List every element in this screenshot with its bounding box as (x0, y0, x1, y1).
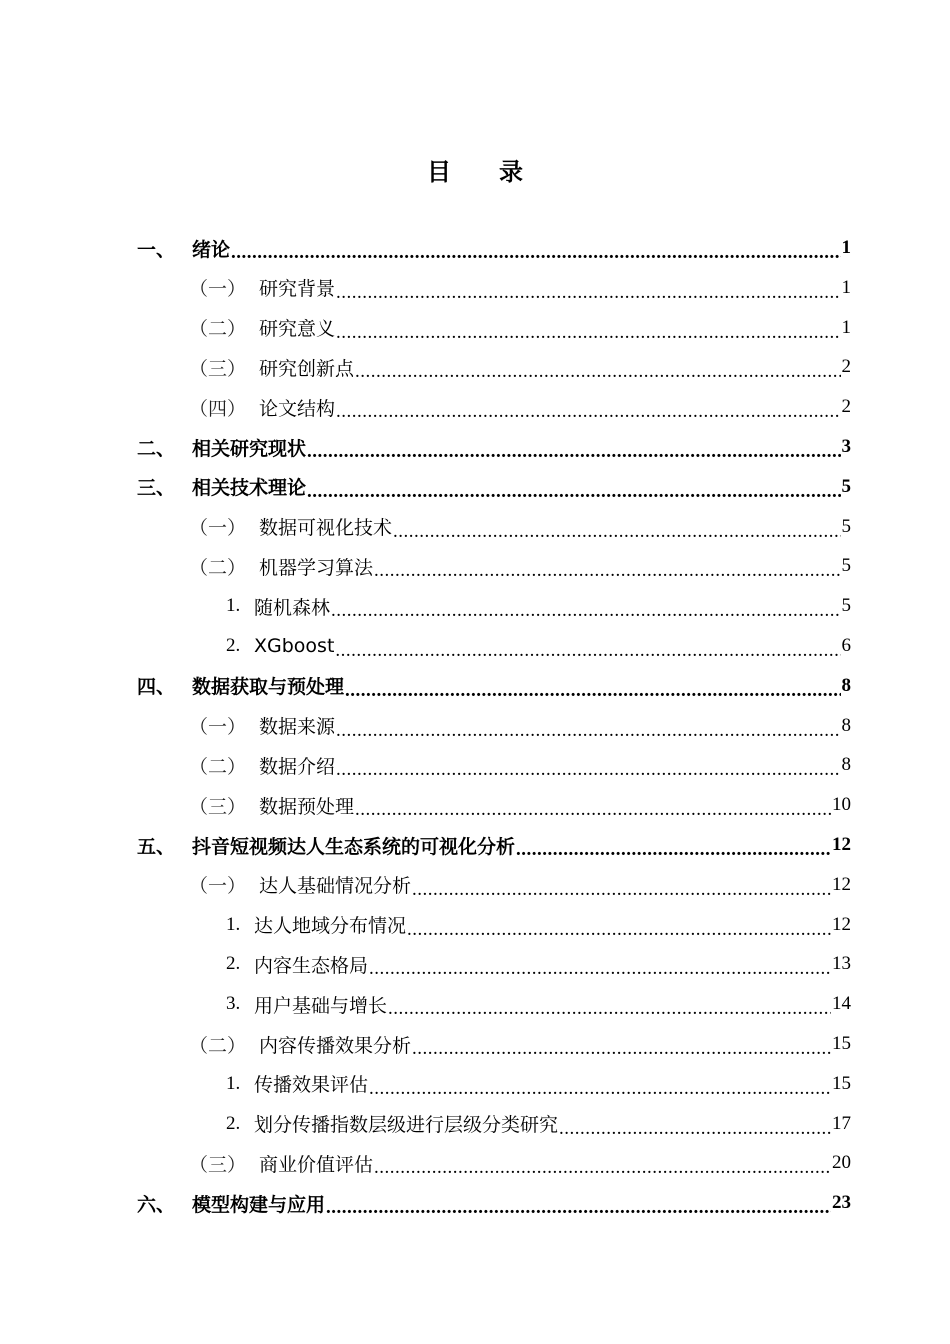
dot-leader (374, 1153, 831, 1183)
toc-entry-title: 抖音短视频达人生态系统的可视化分析 (192, 835, 516, 858)
toc-entry-number: 二、 (137, 437, 176, 460)
dot-leader (307, 437, 840, 467)
toc-entry-page-number: 5 (841, 555, 851, 577)
toc-entry-number: （三） (189, 795, 247, 818)
toc-entry-level-2[interactable] (189, 706, 851, 746)
toc-entry-page-number: 2 (841, 356, 851, 378)
toc-entry-page-number: 5 (841, 475, 851, 497)
toc-entry-title: 研究意义 (259, 318, 336, 341)
toc-entry-page-number: 1 (841, 237, 851, 258)
toc-entry-page-number: 8 (841, 754, 851, 776)
toc-entry-title: 相关研究现状 (192, 437, 307, 460)
toc-entry-level-2[interactable] (189, 745, 851, 785)
toc-entry-page-number: 8 (841, 674, 851, 696)
toc-entry-title: 传播效果评估 (254, 1074, 369, 1097)
toc-entry-number: 2. (226, 953, 241, 975)
toc-entry-title: 达人基础情况分析 (259, 875, 412, 898)
toc-entry-level-1[interactable] (137, 666, 851, 706)
toc-entry-number: 1. (226, 1072, 241, 1094)
dot-leader (331, 596, 840, 626)
dot-leader (336, 755, 840, 785)
toc-entry-title: 相关技术理论 (192, 477, 307, 500)
toc-entry-level-1[interactable] (137, 228, 851, 268)
dot-leader (326, 1193, 831, 1223)
dot-leader (559, 1114, 831, 1144)
toc-entry-page-number: 12 (832, 834, 851, 855)
toc-entry-level-2[interactable] (189, 1143, 851, 1183)
dot-leader (336, 716, 840, 746)
dot-leader (393, 517, 840, 547)
toc-entry-page-number: 1 (841, 276, 851, 298)
toc-entry-page-number: 5 (841, 515, 851, 537)
toc-entry-page-number: 2 (841, 396, 851, 418)
toc-entry-number: 2. (226, 1112, 241, 1134)
toc-entry-title: 机器学习算法 (259, 556, 374, 579)
toc-entry-number: 四、 (137, 676, 176, 699)
toc-entry-level-3[interactable] (226, 626, 851, 666)
toc-entry-level-2[interactable] (189, 546, 851, 586)
dot-leader (407, 915, 831, 945)
toc-entry-page-number: 14 (832, 993, 851, 1015)
toc-entry-number: （四） (189, 397, 247, 420)
toc-entry-page-number: 12 (832, 873, 851, 895)
toc-entry-page-number: 1 (841, 316, 851, 338)
dot-leader (307, 477, 840, 507)
toc-entry-title: XGboost (254, 635, 335, 657)
toc-entry-title: 内容生态格局 (254, 954, 369, 977)
dot-leader (388, 994, 831, 1024)
toc-entry-page-number: 8 (841, 714, 851, 736)
dot-leader (369, 1074, 831, 1104)
toc-entry-page-number: 15 (832, 1072, 851, 1094)
dot-leader (516, 835, 831, 865)
dot-leader (374, 556, 840, 586)
toc-entry-level-3[interactable] (226, 984, 851, 1024)
toc-entry-number: 1. (226, 595, 241, 617)
toc-entry-number: （一） (189, 875, 247, 898)
toc-entry-page-number: 10 (832, 794, 851, 816)
toc-entry-level-2[interactable] (189, 1024, 851, 1064)
toc-entry-level-2[interactable] (189, 268, 851, 308)
dot-leader (412, 875, 831, 905)
toc-entry-title: 达人地域分布情况 (254, 915, 407, 938)
toc-entry-number: 2. (226, 635, 241, 656)
dot-leader (336, 318, 840, 348)
toc-entry-title: 研究创新点 (259, 357, 355, 380)
dot-leader (336, 278, 840, 308)
toc-title: 目录 (427, 158, 571, 186)
toc-entry-page-number: 15 (832, 1033, 851, 1054)
toc-entry-title: 商业价值评估 (259, 1153, 374, 1176)
toc-entry-number: （一） (189, 716, 247, 739)
toc-entry-page-number: 13 (832, 953, 851, 975)
toc-entry-number: （一） (189, 517, 247, 540)
toc-entry-title: 划分传播指数层级进行层级分类研究 (254, 1114, 559, 1137)
dot-leader (345, 676, 840, 706)
toc-entry-page-number: 17 (832, 1112, 851, 1134)
toc-entry-level-2[interactable] (189, 785, 851, 825)
toc-entry-number: （三） (189, 357, 247, 380)
toc-entry-page-number: 5 (841, 595, 851, 617)
toc-entry-level-1[interactable] (137, 1183, 851, 1223)
toc-entry-page-number: 12 (832, 913, 851, 935)
dot-leader (412, 1034, 831, 1064)
toc-entry-number: （二） (189, 556, 247, 579)
dot-leader (231, 238, 840, 268)
toc-entry-title: 模型构建与应用 (192, 1193, 326, 1216)
toc-entry-title: 数据可视化技术 (259, 517, 393, 540)
toc-entry-page-number: 23 (832, 1192, 851, 1214)
toc-entry-level-3[interactable] (226, 1064, 851, 1104)
toc-entry-number: 一、 (137, 238, 176, 261)
toc-entry-number: （三） (189, 1153, 247, 1176)
toc-entry-title: 绪论 (192, 238, 231, 261)
toc-entry-number: （二） (189, 318, 247, 341)
toc-entry-level-3[interactable] (226, 586, 851, 626)
toc-entry-title: 数据获取与预处理 (192, 676, 345, 699)
toc-entry-number: 五、 (137, 835, 176, 858)
toc-entry-number: （一） (189, 278, 247, 301)
toc-entry-number: 六、 (137, 1193, 176, 1216)
toc-entry-level-3[interactable] (226, 1104, 851, 1144)
toc-entry-level-2[interactable] (189, 387, 851, 427)
toc-entry-title: 论文结构 (259, 397, 336, 420)
toc-entry-title: 研究背景 (259, 278, 336, 301)
toc-entry-number: 3. (226, 993, 241, 1015)
toc-entry-title: 用户基础与增长 (254, 994, 388, 1017)
dot-leader (335, 636, 840, 666)
toc-entry-number: （二） (189, 1034, 247, 1057)
toc-entry-title: 数据来源 (259, 716, 336, 739)
toc-entry-level-2[interactable] (189, 507, 851, 547)
toc-entry-level-1[interactable] (137, 467, 851, 507)
toc-entry-page-number: 3 (841, 436, 851, 457)
toc-entry-number: 1. (226, 913, 241, 935)
toc-entry-page-number: 6 (841, 635, 851, 656)
dot-leader (355, 357, 840, 387)
toc-entry-number: （二） (189, 755, 247, 778)
toc-entry-level-3[interactable] (226, 905, 851, 945)
toc-entry-level-2[interactable] (189, 347, 851, 387)
toc-entry-title: 数据预处理 (259, 795, 355, 818)
dot-leader (355, 795, 831, 825)
toc-entry-level-3[interactable] (226, 944, 851, 984)
toc-entry-title: 内容传播效果分析 (259, 1034, 412, 1057)
toc-entry-level-2[interactable] (189, 865, 851, 905)
toc-entry-title: 随机森林 (254, 596, 331, 619)
toc-entry-level-2[interactable] (189, 308, 851, 348)
toc-entry-page-number: 20 (832, 1152, 851, 1174)
dot-leader (336, 397, 840, 427)
toc-entry-level-1[interactable] (137, 427, 851, 467)
dot-leader (369, 954, 831, 984)
toc-entry-number: 三、 (137, 477, 176, 500)
toc-entry-title: 数据介绍 (259, 755, 336, 778)
toc-entry-level-1[interactable] (137, 825, 851, 865)
